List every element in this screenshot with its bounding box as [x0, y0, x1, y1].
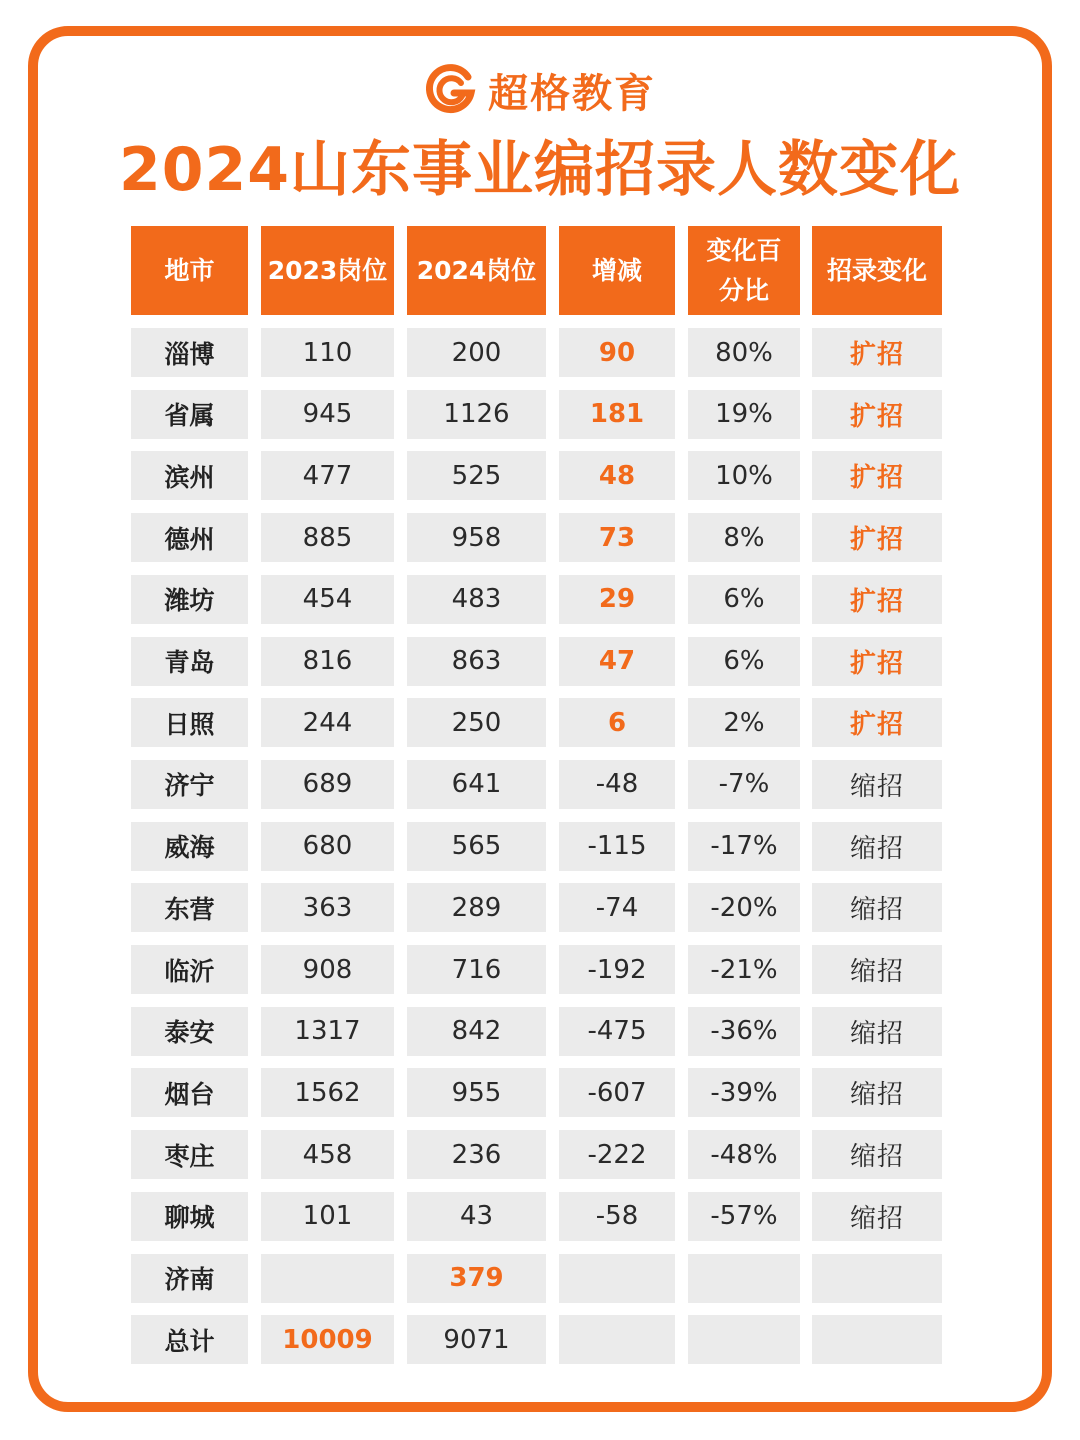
table-cell-pct: -57% [688, 1192, 800, 1241]
table-cell-change: 扩招 [812, 637, 942, 686]
table-cell-pct: -48% [688, 1130, 800, 1179]
table-cell-delta: 90 [559, 328, 675, 377]
table-cell-y2023: 1562 [261, 1068, 394, 1117]
table-cell-delta: -192 [559, 945, 675, 994]
header-city: 地市 [131, 226, 248, 315]
table-cell-change: 扩招 [812, 451, 942, 500]
table-cell-delta: -475 [559, 1007, 675, 1056]
table-cell-pct: 6% [688, 575, 800, 624]
table-cell-city: 威海 [131, 822, 248, 871]
table-cell-delta: 47 [559, 637, 675, 686]
table-cell-y2023: 10009 [261, 1315, 394, 1364]
table-cell-y2024: 863 [407, 637, 546, 686]
table-cell-delta: -48 [559, 760, 675, 809]
table-cell-pct: 80% [688, 328, 800, 377]
table-cell-delta: -222 [559, 1130, 675, 1179]
table-cell-change: 缩招 [812, 1007, 942, 1056]
table-cell-y2023: 885 [261, 513, 394, 562]
table-cell-pct: -20% [688, 883, 800, 932]
table-cell-y2023: 454 [261, 575, 394, 624]
table-cell-y2023 [261, 1254, 394, 1303]
table-cell-city: 烟台 [131, 1068, 248, 1117]
table-cell-pct: -21% [688, 945, 800, 994]
table-cell-city: 日照 [131, 698, 248, 747]
table-cell-y2024: 250 [407, 698, 546, 747]
header-pct: 变化百 分比 [688, 226, 800, 315]
table-cell-city: 青岛 [131, 637, 248, 686]
table-cell-change: 缩招 [812, 1068, 942, 1117]
table-cell-y2023: 908 [261, 945, 394, 994]
table-cell-delta: 29 [559, 575, 675, 624]
table-cell-y2024: 565 [407, 822, 546, 871]
table-cell-y2024: 200 [407, 328, 546, 377]
header-y2024: 2024岗位 [407, 226, 546, 315]
page-title: 2024山东事业编招录人数变化 [119, 135, 961, 205]
table-cell-pct: 2% [688, 698, 800, 747]
header-delta: 增减 [559, 226, 675, 315]
table-cell-y2023: 110 [261, 328, 394, 377]
table-cell-y2024: 236 [407, 1130, 546, 1179]
table-cell-city: 总计 [131, 1315, 248, 1364]
table-cell-delta: -115 [559, 822, 675, 871]
table-cell-change: 缩招 [812, 1130, 942, 1179]
table-cell-delta: -607 [559, 1068, 675, 1117]
table-cell-pct [688, 1254, 800, 1303]
table-cell-city: 淄博 [131, 328, 248, 377]
table-cell-change: 扩招 [812, 513, 942, 562]
table-cell-city: 省属 [131, 390, 248, 439]
table-cell-delta: 73 [559, 513, 675, 562]
table-cell-delta: -74 [559, 883, 675, 932]
table-cell-change [812, 1254, 942, 1303]
table-cell-pct [688, 1315, 800, 1364]
table-cell-y2023: 689 [261, 760, 394, 809]
table-cell-delta: 181 [559, 390, 675, 439]
table-cell-city: 潍坊 [131, 575, 248, 624]
table-cell-delta [559, 1254, 675, 1303]
table-cell-y2024: 483 [407, 575, 546, 624]
table-cell-y2024: 9071 [407, 1315, 546, 1364]
table-cell-y2024: 525 [407, 451, 546, 500]
table-cell-y2023: 1317 [261, 1007, 394, 1056]
table-cell-y2024: 716 [407, 945, 546, 994]
table-cell-y2024: 955 [407, 1068, 546, 1117]
header-change: 招录变化 [812, 226, 942, 315]
table-cell-y2024: 842 [407, 1007, 546, 1056]
table-cell-city: 滨州 [131, 451, 248, 500]
table-cell-y2024: 1126 [407, 390, 546, 439]
table-cell-change: 缩招 [812, 760, 942, 809]
table-cell-city: 枣庄 [131, 1130, 248, 1179]
table-cell-delta: -58 [559, 1192, 675, 1241]
table-cell-delta: 48 [559, 451, 675, 500]
table-cell-change: 扩招 [812, 328, 942, 377]
table-cell-y2023: 945 [261, 390, 394, 439]
table-cell-y2024: 958 [407, 513, 546, 562]
table-cell-pct: 19% [688, 390, 800, 439]
table-cell-city: 临沂 [131, 945, 248, 994]
table-cell-y2023: 477 [261, 451, 394, 500]
table-cell-y2023: 244 [261, 698, 394, 747]
table-cell-y2024: 289 [407, 883, 546, 932]
header-y2023: 2023岗位 [261, 226, 394, 315]
table-cell-change: 缩招 [812, 883, 942, 932]
table-cell-y2024: 43 [407, 1192, 546, 1241]
table-cell-city: 泰安 [131, 1007, 248, 1056]
table-cell-change: 缩招 [812, 1192, 942, 1241]
table-cell-city: 聊城 [131, 1192, 248, 1241]
table-cell-city: 济宁 [131, 760, 248, 809]
table-cell-change: 扩招 [812, 390, 942, 439]
table-cell-y2023: 680 [261, 822, 394, 871]
table-cell-pct: -7% [688, 760, 800, 809]
brand-name: 超格教育 [488, 70, 656, 117]
table-cell-city: 德州 [131, 513, 248, 562]
table-cell-y2024: 379 [407, 1254, 546, 1303]
table-cell-change: 扩招 [812, 698, 942, 747]
table-cell-y2023: 458 [261, 1130, 394, 1179]
table-cell-y2024: 641 [407, 760, 546, 809]
table-cell-change: 扩招 [812, 575, 942, 624]
table-cell-city: 东营 [131, 883, 248, 932]
table-cell-delta: 6 [559, 698, 675, 747]
table-cell-y2023: 363 [261, 883, 394, 932]
table-cell-change [812, 1315, 942, 1364]
table-cell-pct: -36% [688, 1007, 800, 1056]
table-cell-pct: 6% [688, 637, 800, 686]
table-cell-pct: 8% [688, 513, 800, 562]
table-cell-pct: 10% [688, 451, 800, 500]
table-cell-change: 缩招 [812, 822, 942, 871]
table-cell-y2023: 816 [261, 637, 394, 686]
table-cell-y2023: 101 [261, 1192, 394, 1241]
table-cell-pct: -39% [688, 1068, 800, 1117]
table-cell-change: 缩招 [812, 945, 942, 994]
table-cell-pct: -17% [688, 822, 800, 871]
table-cell-city: 济南 [131, 1254, 248, 1303]
table-cell-delta [559, 1315, 675, 1364]
